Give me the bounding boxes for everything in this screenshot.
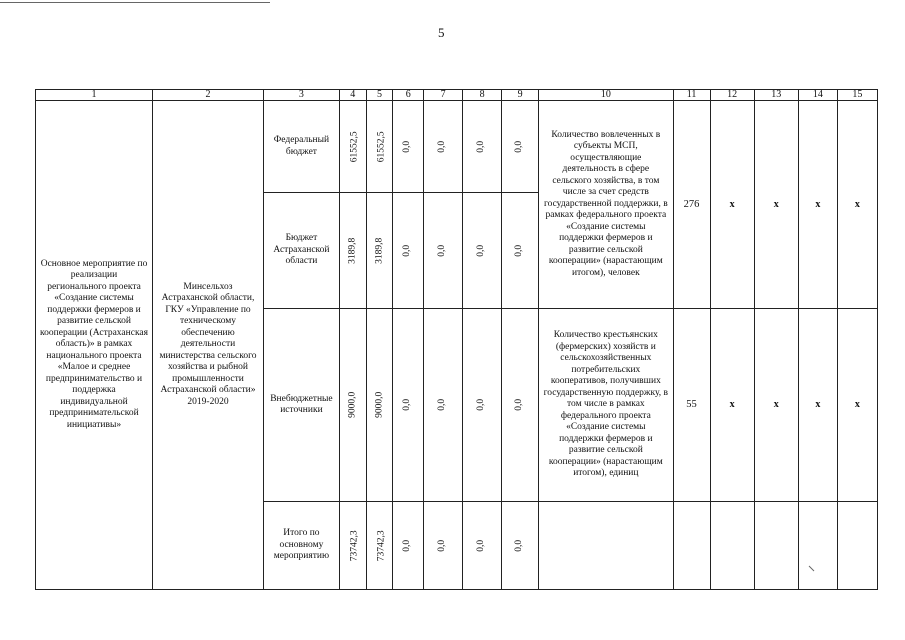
cell-total: [339, 193, 366, 309]
value: 0,0: [402, 140, 413, 153]
value: 0,0: [437, 399, 448, 411]
col-header: 3: [263, 90, 339, 101]
indicator-mark: x: [710, 309, 754, 502]
value: 0,0: [514, 140, 525, 153]
cell-year: [502, 309, 539, 502]
cell-year: [424, 309, 463, 502]
value: 0,0: [402, 244, 413, 257]
col-header: 2: [153, 90, 264, 101]
empty-cell: [837, 502, 877, 590]
cell-year: [424, 193, 463, 309]
empty-cell: [754, 502, 798, 590]
col-header: 4: [339, 90, 366, 101]
col-header: 15: [837, 90, 877, 101]
cell-year: [366, 309, 393, 502]
page-number: 5: [438, 25, 445, 40]
value: 3189,8: [373, 237, 384, 264]
col-header: 9: [502, 90, 539, 101]
empty-cell: [710, 502, 754, 590]
event-name: Основное мероприятие по реализации регионального проекта «Создание системы поддержки фермеров и развитие сельской кооперации (Астраханская область)» в рамках национального проекта «Малое и среднее предпринимательство и поддержка индивидуальной предпринимательской инициативы»: [36, 101, 153, 590]
cell-year: [463, 193, 502, 309]
value: 0,0: [476, 539, 487, 552]
cell-total: [339, 101, 366, 193]
funding-source: Федеральный бюджет: [263, 101, 339, 193]
funding-source: Итого по основному мероприятию: [263, 502, 339, 590]
top-rule: [0, 2, 270, 3]
cell-year: [393, 309, 424, 502]
indicator-mark: x: [710, 101, 754, 309]
funding-source: Внебюджетные источники: [263, 309, 339, 502]
cell-year: [393, 101, 424, 193]
cell-year: [366, 502, 393, 590]
value: 0,0: [476, 399, 487, 411]
col-header: 8: [463, 90, 502, 101]
cell-year: [393, 502, 424, 590]
value: 0,0: [437, 244, 448, 257]
empty-cell: [539, 502, 674, 590]
value: 73742,3: [349, 530, 360, 561]
executor: Минсельхоз Астраханской области, ГКУ «Управление по техническому обеспечению деятельности министерства сельского хозяйства и рыбной промышленности Астраханской области» 2019-2020: [153, 101, 264, 590]
indicator-text: Количество крестьянских (фермерских) хозяйств и сельскохозяйственных потребительских кооперативов, получивших государственную поддержку, в том числе в рамках федерального проекта «Создание системы поддержки фермеров и развитие сельской кооперации» (нарастающим итогом), единиц: [539, 309, 674, 502]
funding-source: Бюджет Астраханской области: [263, 193, 339, 309]
col-header: 10: [539, 90, 674, 101]
value: 0,0: [476, 244, 487, 257]
cell-year: [463, 502, 502, 590]
cell-year: [424, 101, 463, 193]
cell-year: [366, 101, 393, 193]
cell-total: [339, 502, 366, 590]
col-header: 14: [798, 90, 837, 101]
value: 0,0: [476, 140, 487, 153]
indicator-mark: x: [754, 309, 798, 502]
cell-year: [502, 502, 539, 590]
cell-year: [502, 101, 539, 193]
col-header: 13: [754, 90, 798, 101]
indicator-value: 276: [673, 101, 710, 309]
cell-total: [339, 309, 366, 502]
indicator-text: Количество вовлеченных в субъекты МСП, осуществляющие деятельность в сфере сельского хозяйства, в том числе за счет средств государственной поддержки, в рамках федерального проекта «Создание системы поддержки фермеров и развитие сельской кооперации» (нарастающим итогом), человек: [539, 101, 674, 309]
table-row: [36, 101, 878, 193]
value: 0,0: [402, 399, 413, 411]
value: 0,0: [514, 539, 525, 552]
value: 0,0: [514, 399, 525, 411]
col-header: 11: [673, 90, 710, 101]
cell-year: [393, 193, 424, 309]
stray-mark: [808, 565, 816, 573]
indicator-mark: x: [837, 101, 877, 309]
value: 61552,5: [376, 131, 387, 162]
indicator-mark: x: [798, 101, 837, 309]
cell-year: [463, 309, 502, 502]
value: 61552,5: [349, 131, 360, 162]
indicator-value: 55: [673, 309, 710, 502]
indicator-mark: x: [798, 309, 837, 502]
value: 9000,0: [373, 391, 384, 419]
cell-year: [366, 193, 393, 309]
value: 73742,3: [376, 530, 387, 561]
value: 9000,0: [347, 391, 358, 419]
header-row: [36, 90, 878, 101]
cell-year: [424, 502, 463, 590]
col-header: 1: [36, 90, 153, 101]
cell-year: [502, 193, 539, 309]
col-header: 7: [424, 90, 463, 101]
col-header: 12: [710, 90, 754, 101]
value: 0,0: [402, 539, 413, 552]
budget-table: [35, 89, 878, 590]
cell-year: [463, 101, 502, 193]
indicator-mark: x: [837, 309, 877, 502]
col-header: 5: [366, 90, 393, 101]
value: 0,0: [437, 140, 448, 153]
indicator-mark: x: [754, 101, 798, 309]
col-header: 6: [393, 90, 424, 101]
empty-cell: [798, 502, 837, 590]
empty-cell: [673, 502, 710, 590]
value: 3189,8: [347, 237, 358, 264]
value: 0,0: [514, 244, 525, 257]
value: 0,0: [437, 539, 448, 552]
